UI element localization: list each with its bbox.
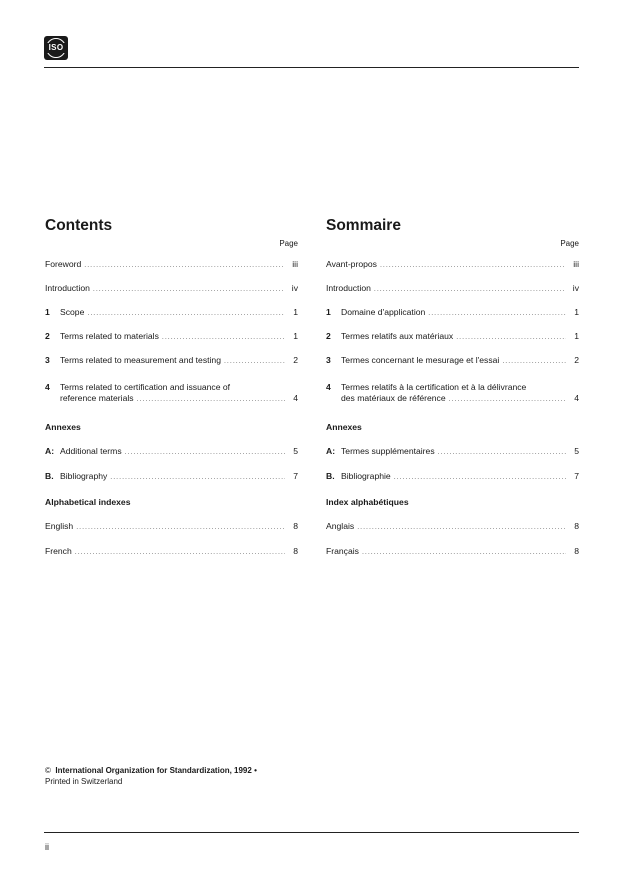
toc-entry-avant-propos: [326, 259, 579, 271]
dot-leader: [75, 547, 285, 558]
copyright-text: International Organization for Standardization, 1992: [55, 766, 252, 775]
toc-entry-foreword: [45, 259, 298, 271]
dot-leader: [374, 284, 566, 295]
dot-leader: [137, 394, 285, 405]
toc-entry-page: 8: [574, 546, 579, 556]
toc-entry-materiaux: [326, 331, 579, 343]
toc-entry-title: Terms related to materials: [60, 331, 159, 341]
toc-entry-page: 2: [574, 355, 579, 365]
toc-entry-scope: [45, 307, 298, 319]
toc-entry-mesurage: [326, 355, 579, 367]
toc-entry-measurement: [45, 355, 298, 367]
toc-entry-page: 5: [293, 446, 298, 456]
toc-entry-page: 1: [574, 331, 579, 341]
toc-entry-number: 2: [326, 331, 331, 341]
toc-entry-page: 4: [293, 393, 298, 403]
toc-entry-materials: [45, 331, 298, 343]
dot-leader: [380, 260, 566, 271]
dot-leader: [224, 356, 285, 367]
printed-in: Printed in Switzerland: [45, 777, 123, 786]
toc-entry-page: 8: [293, 521, 298, 531]
annex-letter: A:: [45, 446, 55, 456]
copyright-notice: [45, 765, 257, 787]
dot-leader: [110, 472, 285, 483]
indexes-heading: Alphabetical indexes: [45, 497, 131, 507]
dot-leader: [502, 356, 566, 367]
contents-column-french: [326, 216, 579, 558]
toc-entry-page: 1: [574, 307, 579, 317]
iso-logo: [44, 36, 68, 60]
dot-leader: [162, 332, 285, 343]
copyright-symbol: ©: [45, 766, 51, 775]
toc-annex-a: [326, 446, 579, 458]
toc-entry-page: iv: [291, 283, 298, 293]
toc-entry-page: 8: [293, 546, 298, 556]
dot-leader: [357, 522, 566, 533]
toc-entry-certification: [326, 382, 579, 405]
page-number: ii: [45, 842, 49, 852]
toc-entry-title: Foreword: [45, 259, 82, 269]
dot-leader: [456, 332, 566, 343]
dot-leader: [84, 260, 285, 271]
toc-entry-title: Introduction: [45, 283, 90, 293]
toc-entry-page: 7: [574, 471, 579, 481]
toc-index-francais: [326, 546, 579, 558]
toc-index-english: [45, 521, 298, 533]
toc-entry-page: iii: [292, 259, 298, 269]
toc-entry-number: 3: [45, 355, 50, 365]
toc-annex-b: [45, 471, 298, 483]
toc-entry-page: 5: [574, 446, 579, 456]
toc-entry-title: Additional terms: [60, 446, 122, 456]
toc-entry-title-line1: Terms related to certification and issuance of: [60, 382, 231, 392]
toc-entry-number: 3: [326, 355, 331, 365]
toc-entry-page: iv: [572, 283, 579, 293]
toc-entry-page: 1: [293, 331, 298, 341]
dot-leader: [449, 394, 566, 405]
toc-entry-page: 1: [293, 307, 298, 317]
dot-leader: [438, 447, 566, 458]
annex-letter: B.: [326, 471, 335, 481]
toc-entry-title: Scope: [60, 307, 85, 317]
toc-entry-title: English: [45, 521, 74, 531]
contents-column-english: [45, 216, 298, 558]
toc-entry-title: Avant-propos: [326, 259, 377, 269]
indexes-heading: Index alphabétiques: [326, 497, 409, 507]
toc-entry-number: 2: [45, 331, 50, 341]
annex-letter: B.: [45, 471, 54, 481]
toc-entry-domaine: [326, 307, 579, 319]
annexes-heading: Annexes: [326, 422, 362, 432]
toc-entry-title: French: [45, 546, 72, 556]
toc-entry-title: Termes concernant le mesurage et l'essai: [341, 355, 500, 365]
dot-leader: [93, 284, 285, 295]
toc-entry-title: reference materials: [60, 393, 134, 403]
toc-entry-title: Anglais: [326, 521, 355, 531]
toc-annex-b: [326, 471, 579, 483]
dot-leader: [428, 308, 566, 319]
bottom-rule: [44, 832, 579, 833]
toc-entry-page: 7: [293, 471, 298, 481]
toc-entry-certification: [45, 382, 298, 405]
toc-entry-title: des matériaux de référence: [341, 393, 446, 403]
toc-entry-title: Bibliographie: [341, 471, 391, 481]
toc-entry-title: Terms related to measurement and testing: [60, 355, 221, 365]
annexes-heading: Annexes: [45, 422, 81, 432]
dot-leader: [394, 472, 566, 483]
toc-index-french: [45, 546, 298, 558]
toc-index-anglais: [326, 521, 579, 533]
page-column-label: Page: [279, 239, 298, 248]
toc-entry-title: Introduction: [326, 283, 371, 293]
toc-entry-number: 1: [326, 307, 331, 317]
dot-leader: [362, 547, 566, 558]
toc-entry-number: 1: [45, 307, 50, 317]
toc-entry-title: Termes relatifs aux matériaux: [341, 331, 454, 341]
toc-entry-page: iii: [573, 259, 579, 269]
toc-entry-title: Bibliography: [60, 471, 108, 481]
copyright-bullet: •: [254, 766, 257, 775]
toc-entry-title-line1: Termes relatifs à la certification et à la délivrance: [341, 382, 527, 392]
sommaire-heading: Sommaire: [326, 217, 401, 234]
toc-entry-title: Français: [326, 546, 359, 556]
toc-annex-a: [45, 446, 298, 458]
page-column-label: Page: [560, 239, 579, 248]
dot-leader: [76, 522, 285, 533]
annex-letter: A:: [326, 446, 336, 456]
dot-leader: [87, 308, 285, 319]
contents-heading: Contents: [45, 217, 113, 234]
toc-entry-title: Termes supplémentaires: [341, 446, 435, 456]
toc-entry-page: 8: [574, 521, 579, 531]
toc-entry-number: 4: [45, 382, 50, 392]
top-rule: [44, 67, 579, 68]
toc-entry-page: 2: [293, 355, 298, 365]
toc-entry-page: 4: [574, 393, 579, 403]
dot-leader: [125, 447, 285, 458]
toc-entry-introduction: [45, 283, 298, 295]
toc-entry-number: 4: [326, 382, 331, 392]
iso-logo-text: ISO: [44, 43, 68, 53]
toc-entry-introduction: [326, 283, 579, 295]
toc-entry-title: Domaine d'application: [341, 307, 426, 317]
